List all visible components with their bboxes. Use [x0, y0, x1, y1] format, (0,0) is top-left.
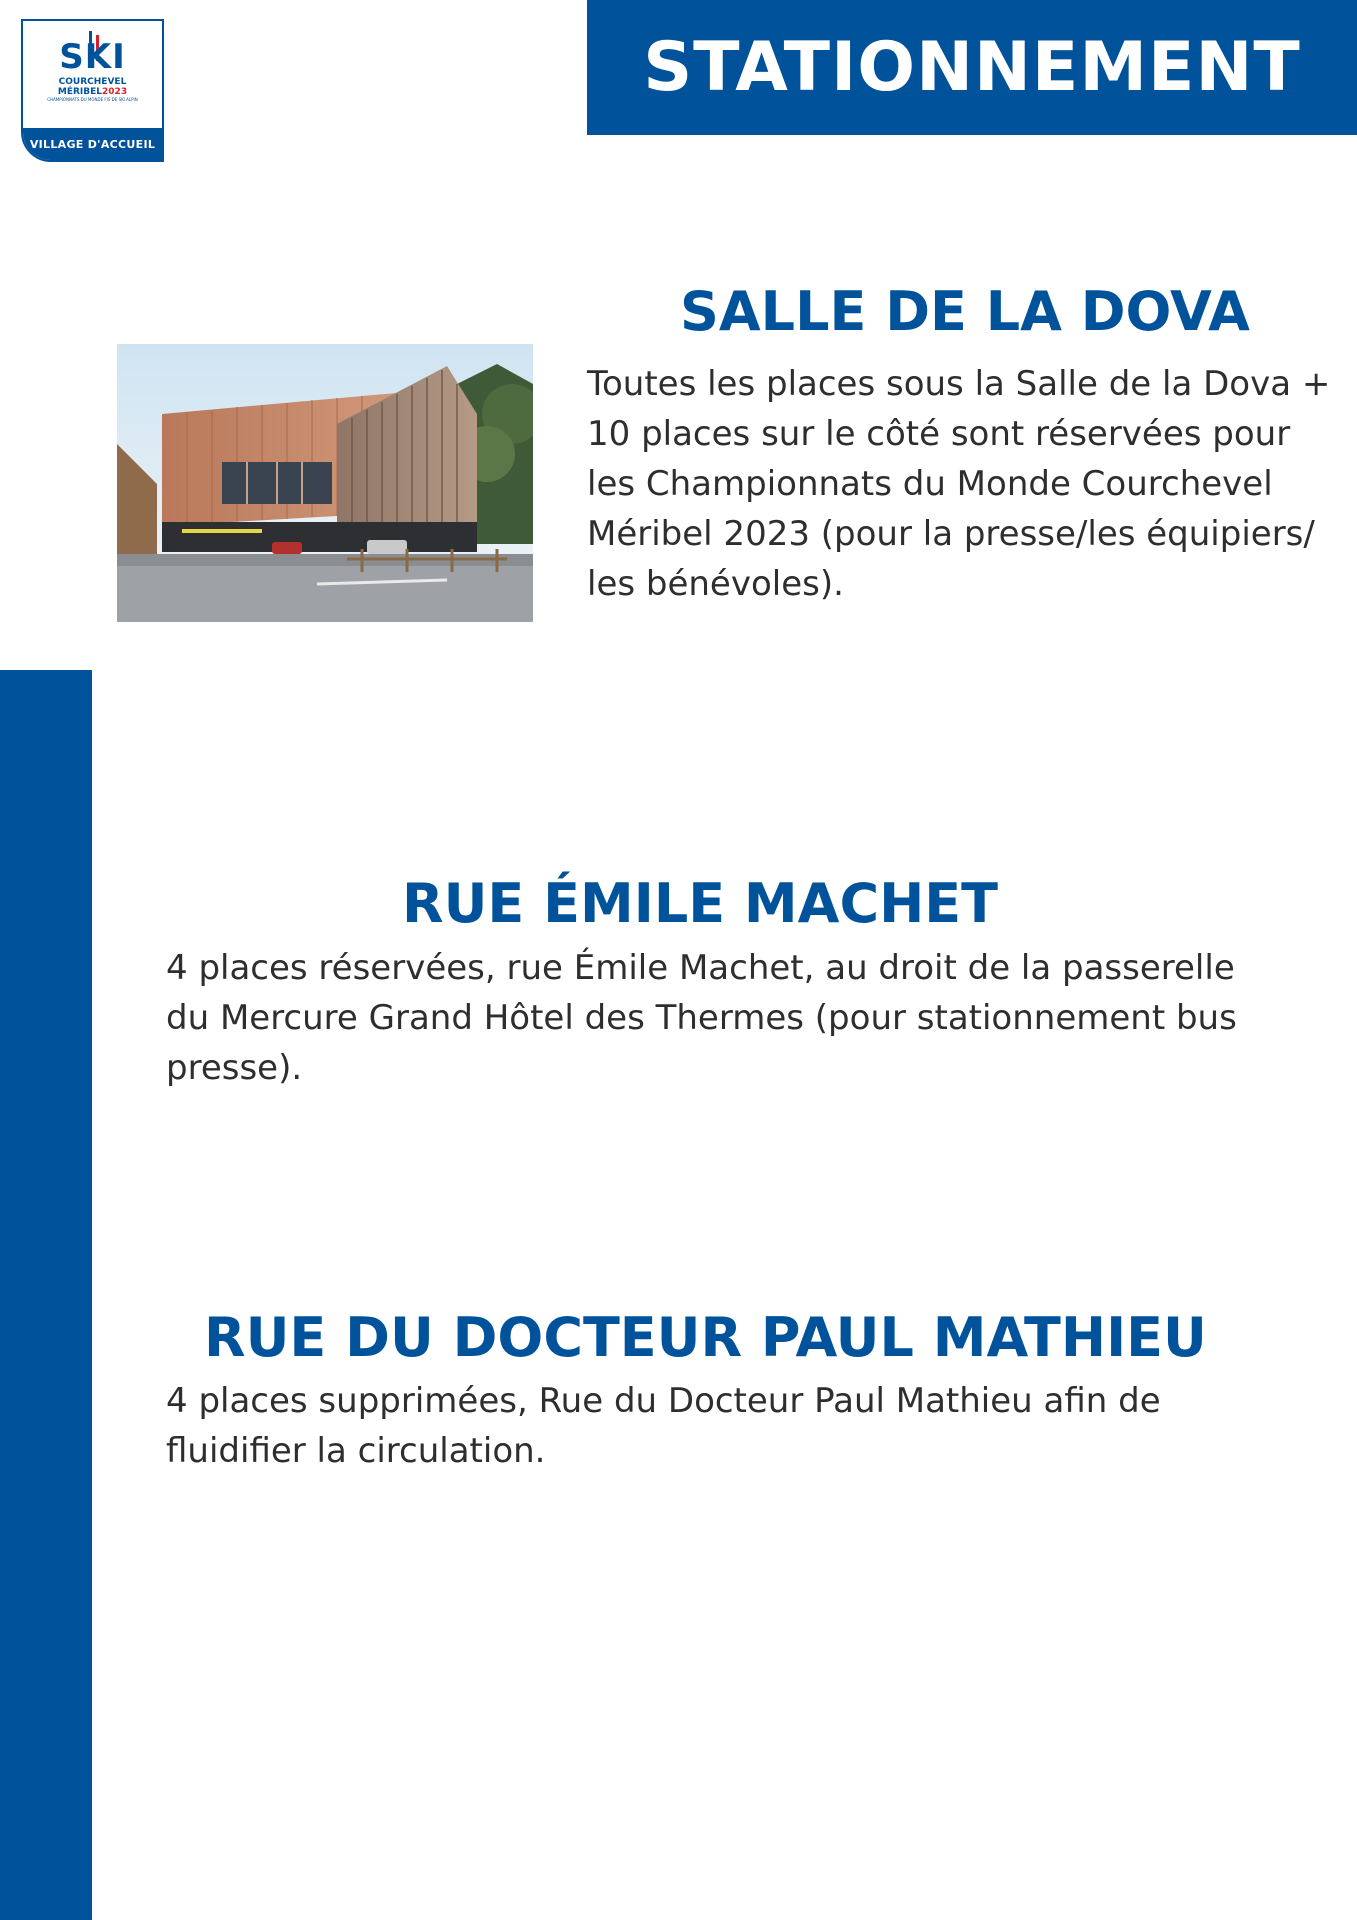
logo-tagline: CHAMPIONNATS DU MONDE FIS DE SKI ALPIN — [47, 97, 138, 102]
section-body-rue-docteur-paul-mathieu: 4 places supprimées, Rue du Docteur Paul Mathieu afin de fluidifier la circulation. — [166, 1381, 1161, 1471]
logo-line-2: MÉRIBEL — [57, 87, 103, 97]
logo-line-1: COURCHEVEL — [58, 77, 127, 87]
salle-dova-photo — [117, 344, 533, 622]
logo-year: 2023 — [102, 87, 128, 97]
side-accent-bar — [0, 670, 92, 1920]
logo-footer: VILLAGE D'ACCUEIL — [23, 128, 162, 160]
section-heading-rue-docteur-paul-mathieu: RUE DU DOCTEUR PAUL MATHIEU — [204, 1306, 1207, 1369]
section-body-salle-dova: Toutes les places sous la Salle de la Dova + 10 places sur le côté sont réservées pour les Championnats du Monde Courchevel Méribel 2023 (pour la presse/les équipiers/ les bénévoles). — [587, 364, 1331, 604]
logo — [21, 19, 164, 162]
header-banner — [587, 0, 1357, 135]
section-heading-salle-dova: SALLE DE LA DOVA — [680, 280, 1250, 343]
section-heading-rue-emile-machet: RUE ÉMILE MACHET — [402, 872, 999, 935]
logo-brand: SKI — [59, 37, 126, 77]
page-title: STATIONNEMENT — [643, 28, 1301, 107]
section-body-rue-emile-machet: 4 places réservées, rue Émile Machet, au droit de la passerelle du Mercure Grand Hôtel des Thermes (pour stationnement bus presse). — [166, 948, 1237, 1088]
